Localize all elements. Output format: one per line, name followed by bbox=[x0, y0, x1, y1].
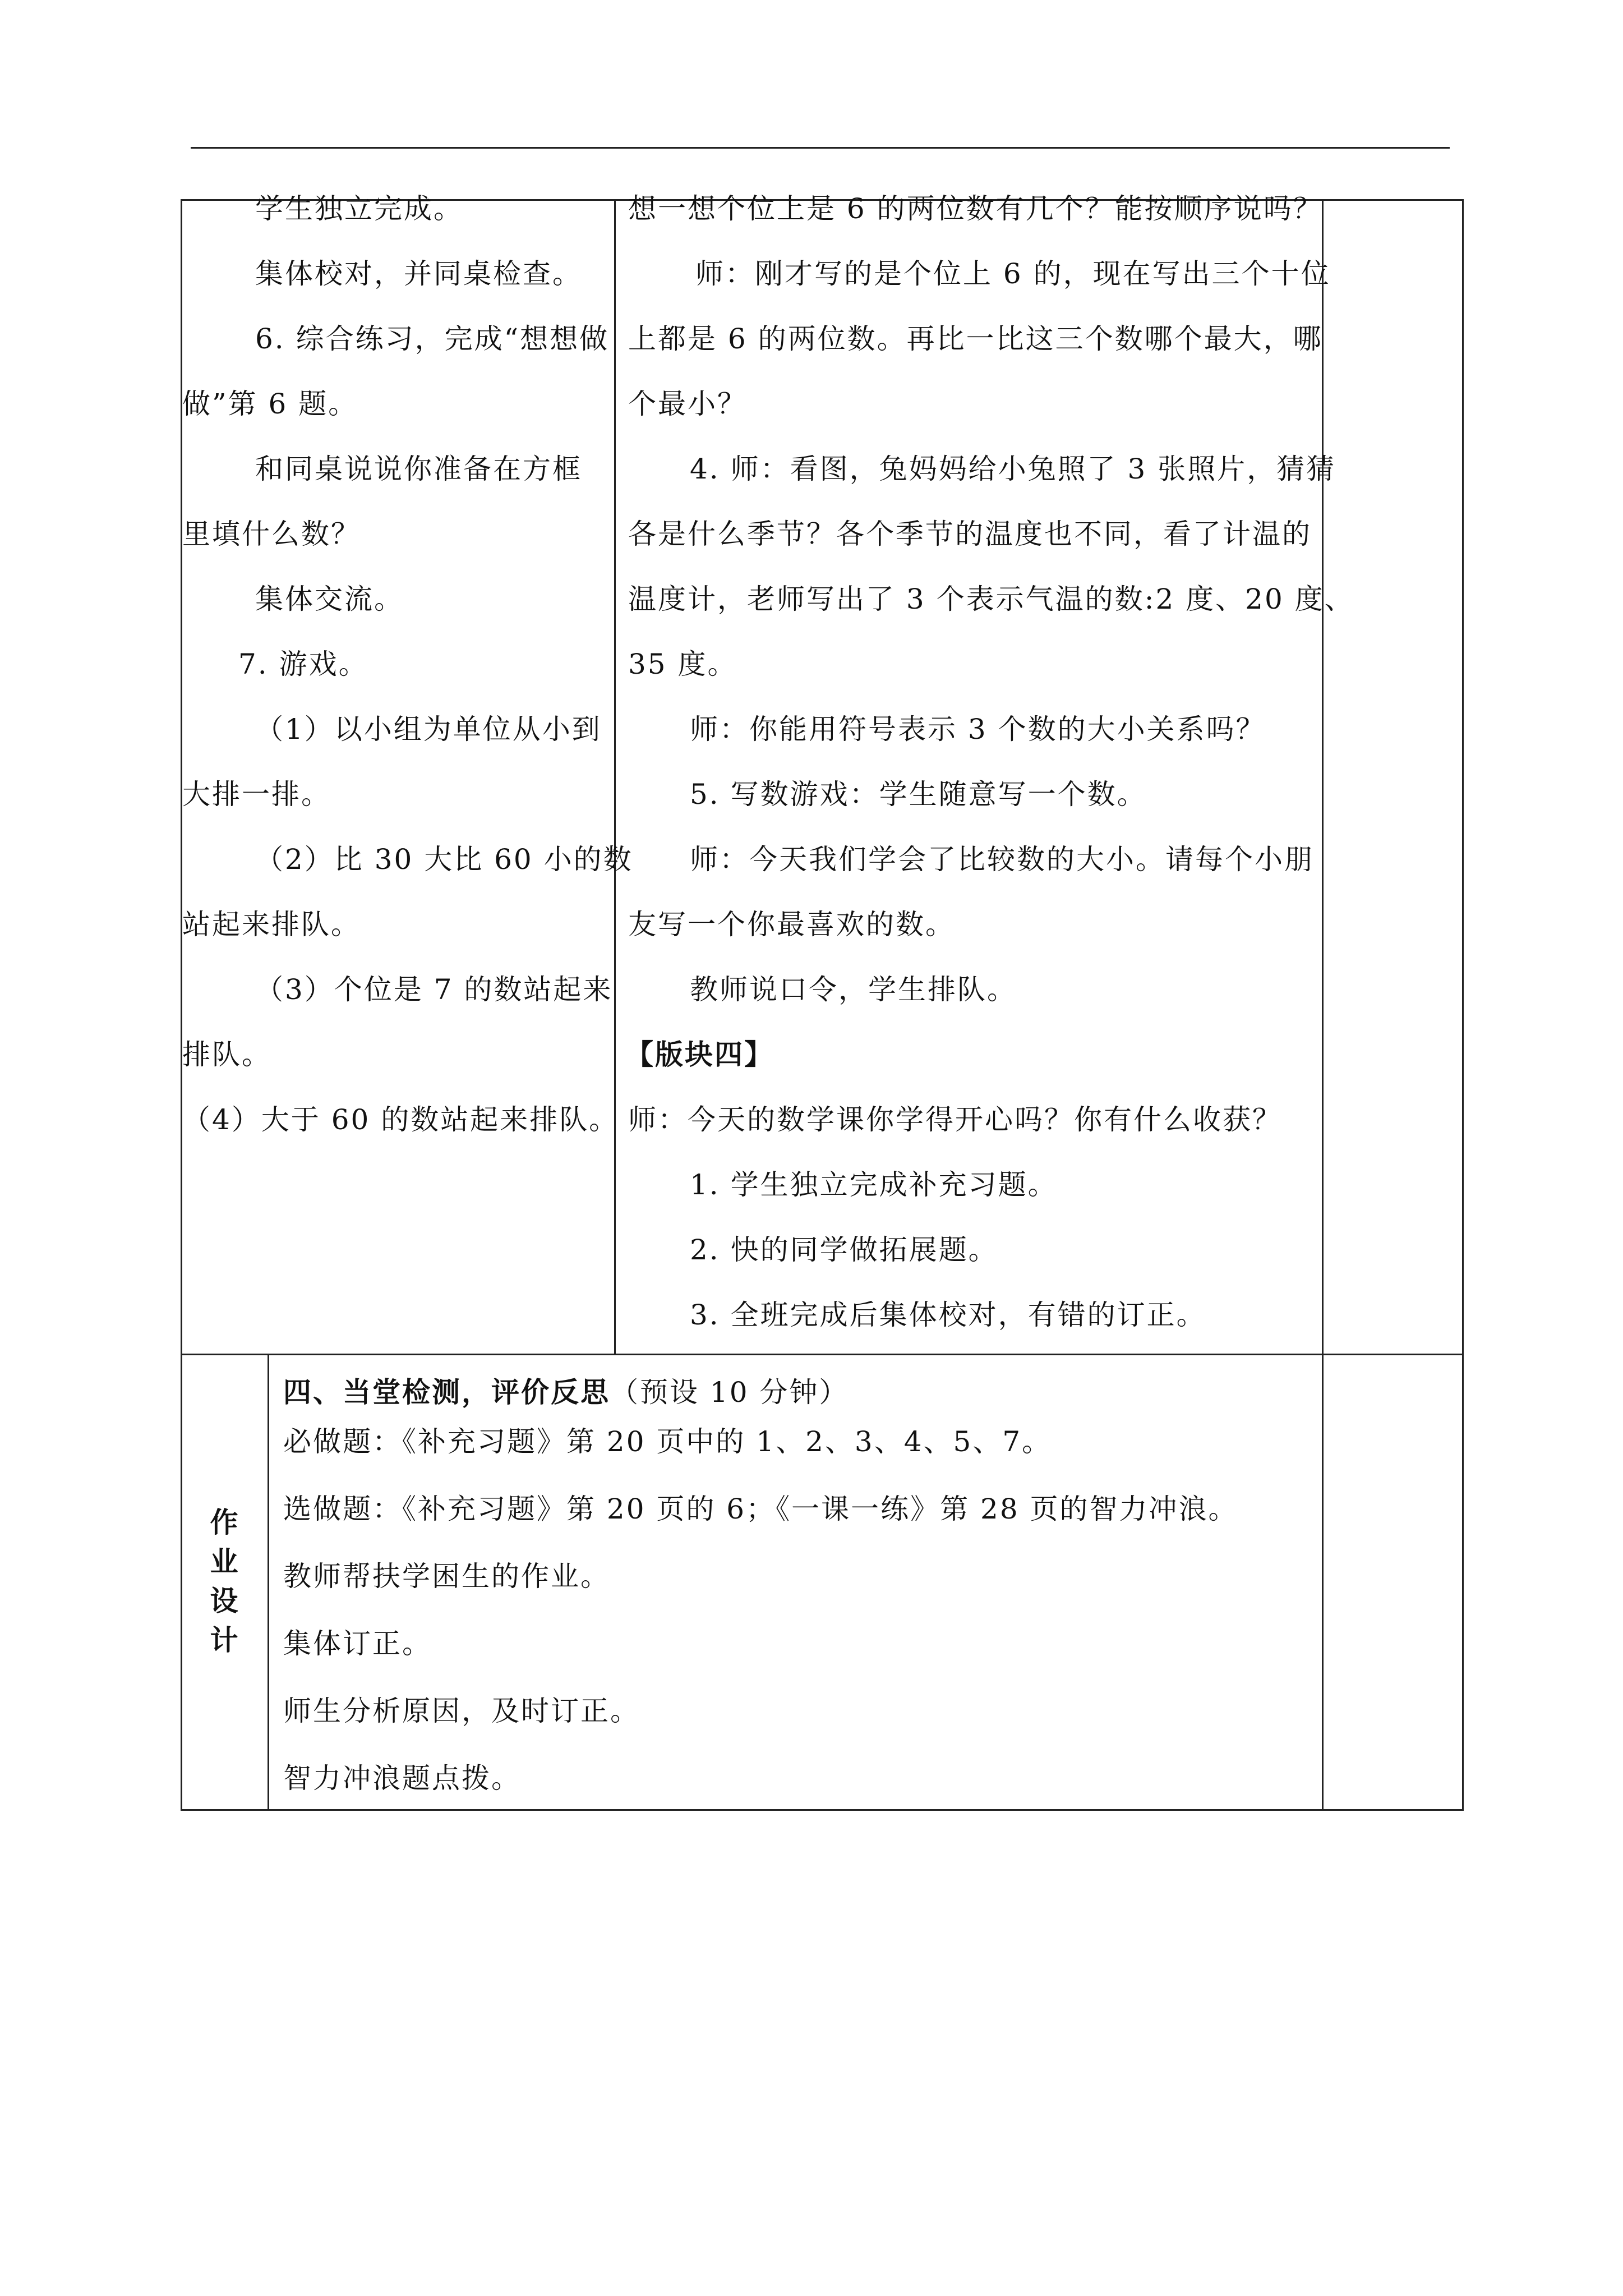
homework-line: 选做题：《补充习题》第 20 页的 6；《一课一练》第 28 页的智力冲浪。 bbox=[283, 1493, 1238, 1525]
teacher-activity-line: 师：刚才写的是个位上 6 的，现在写出三个十位 bbox=[695, 257, 1331, 290]
homework-heading-duration: （预设 10 分钟） bbox=[610, 1376, 849, 1409]
homework-heading bbox=[283, 1375, 849, 1409]
teacher-activity-line: 3. 全班完成后集体校对，有错的订正。 bbox=[690, 1299, 1206, 1331]
teacher-activity-line: 4. 师：看图，兔妈妈给小兔照了 3 张照片，猜猜 bbox=[690, 453, 1336, 485]
teacher-activity-line: 【版块四】 bbox=[625, 1038, 774, 1071]
student-activity-line: 集体交流。 bbox=[255, 583, 404, 615]
teacher-activity-line: 5. 写数游戏：学生随意写一个数。 bbox=[690, 778, 1147, 811]
student-activity-line: 里填什么数？ bbox=[182, 518, 361, 550]
teacher-activity-line: 个最小？ bbox=[628, 388, 747, 420]
column-divider-notes bbox=[1322, 199, 1324, 1809]
homework-label-divider bbox=[268, 1354, 269, 1809]
student-activity-line: 6. 综合练习，完成“想想做 bbox=[255, 323, 610, 355]
student-activity-line: 站起来排队。 bbox=[182, 908, 361, 941]
table-right-border bbox=[1462, 199, 1464, 1809]
student-activity-line: 做”第 6 题。 bbox=[182, 388, 358, 420]
label-char: 计 bbox=[210, 1624, 238, 1657]
student-activity-line: （3）个位是 7 的数站起来 bbox=[255, 973, 613, 1006]
teacher-activity-line: 师：今天我们学会了比较数的大小。请每个小朋 bbox=[690, 843, 1314, 876]
homework-line: 师生分析原因，及时订正。 bbox=[283, 1695, 640, 1727]
label-char: 业 bbox=[210, 1545, 238, 1578]
teacher-activity-line: 上都是 6 的两位数。再比一比这三个数哪个最大，哪 bbox=[628, 323, 1323, 355]
teacher-activity-line: 各是什么季节？各个季节的温度也不同，看了计温的 bbox=[628, 518, 1312, 550]
table-row-divider bbox=[181, 1354, 1464, 1355]
homework-design-label bbox=[181, 1354, 268, 1809]
homework-heading-bold: 四、当堂检测，评价反思 bbox=[283, 1375, 610, 1409]
student-activity-line: 和同桌说说你准备在方框 bbox=[255, 453, 582, 485]
homework-line: 教师帮扶学困生的作业。 bbox=[283, 1560, 610, 1593]
teacher-activity-line: 师：你能用符号表示 3 个数的大小关系吗？ bbox=[690, 713, 1266, 746]
student-activity-line: 集体校对，并同桌检查。 bbox=[255, 257, 582, 290]
homework-line: 集体订正。 bbox=[283, 1627, 432, 1660]
label-char: 设 bbox=[210, 1585, 238, 1617]
teacher-activity-line: 友写一个你最喜欢的数。 bbox=[628, 908, 955, 941]
teacher-activity-line: 想一想个位上是 6 的两位数有几个？能按顺序说吗？ bbox=[628, 192, 1323, 225]
student-activity-line: 大排一排。 bbox=[182, 778, 331, 811]
student-activity-line: 排队。 bbox=[182, 1038, 271, 1071]
student-activity-line: 7. 游戏。 bbox=[238, 648, 368, 680]
homework-line: 必做题：《补充习题》第 20 页中的 1、2、3、4、5、7。 bbox=[283, 1425, 1052, 1458]
column-divider-left-middle bbox=[614, 199, 616, 1354]
label-char: 作 bbox=[210, 1506, 238, 1539]
teacher-activity-line: 温度计，老师写出了 3 个表示气温的数:2 度、20 度、 bbox=[628, 583, 1354, 615]
student-activity-line: （4）大于 60 的数站起来排队。 bbox=[182, 1103, 619, 1136]
teacher-activity-line: 师：今天的数学课你学得开心吗？你有什么收获？ bbox=[628, 1103, 1282, 1136]
teacher-activity-line: 2. 快的同学做拓展题。 bbox=[690, 1234, 998, 1266]
student-activity-line: （2）比 30 大比 60 小的数 bbox=[255, 843, 633, 876]
student-activity-line: （1）以小组为单位从小到 bbox=[255, 713, 602, 746]
table-bottom-border bbox=[181, 1809, 1464, 1811]
teacher-activity-line: 35 度。 bbox=[628, 648, 737, 680]
teacher-activity-line: 1. 学生独立完成补充习题。 bbox=[690, 1168, 1058, 1201]
page-header-rule bbox=[191, 147, 1450, 149]
teacher-activity-line: 教师说口令，学生排队。 bbox=[690, 973, 1017, 1006]
student-activity-line: 学生独立完成。 bbox=[255, 192, 463, 225]
homework-line: 智力冲浪题点拨。 bbox=[283, 1762, 521, 1795]
